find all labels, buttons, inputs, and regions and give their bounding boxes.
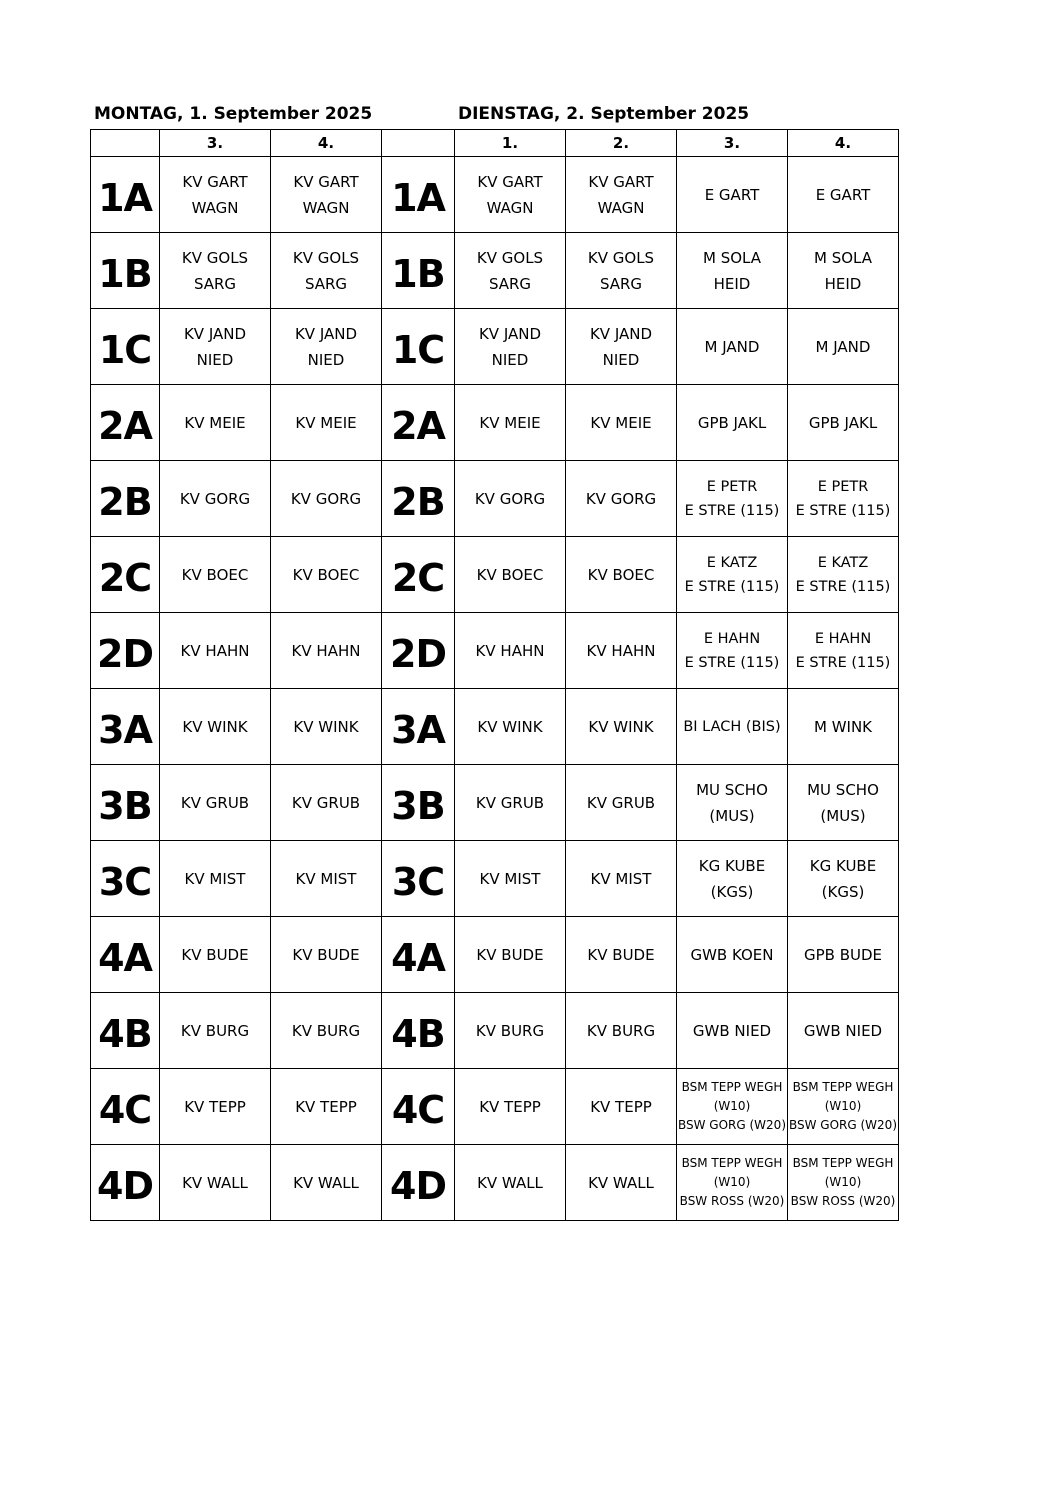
entry-line: KV TEPP bbox=[479, 1097, 541, 1116]
tuesday-entry-cell bbox=[455, 689, 566, 765]
monday-entry-cell bbox=[160, 385, 271, 461]
entry-line: KV GOLS bbox=[476, 248, 544, 267]
entry-line: WAGN bbox=[597, 198, 645, 217]
class-label: 2D bbox=[91, 613, 160, 689]
monday-entry-cell bbox=[271, 157, 382, 233]
entry-line: KV MIST bbox=[590, 869, 652, 888]
tuesday-entry-cell bbox=[677, 1145, 788, 1221]
entry-line: E STRE (115) bbox=[684, 578, 780, 595]
class-label: 1C bbox=[382, 309, 455, 385]
class-label: 3C bbox=[382, 841, 455, 917]
monday-entry-cell bbox=[271, 537, 382, 613]
tuesday-entry-cell bbox=[677, 461, 788, 537]
tuesday-entry-cell bbox=[566, 917, 677, 993]
table-row bbox=[91, 309, 899, 385]
tuesday-entry-cell bbox=[788, 841, 899, 917]
tuesday-entry-cell bbox=[788, 613, 899, 689]
tuesday-entry-cell bbox=[455, 1069, 566, 1145]
entry-line: NIED bbox=[602, 350, 640, 369]
entry-line: SARG bbox=[488, 274, 532, 293]
monday-period-header: 3. bbox=[160, 130, 271, 157]
tuesday-entry-cell bbox=[788, 461, 899, 537]
tuesday-entry-cell bbox=[455, 537, 566, 613]
entry-line: (W10) bbox=[713, 1099, 751, 1113]
tuesday-entry-cell bbox=[677, 385, 788, 461]
class-label: 2B bbox=[382, 461, 455, 537]
class-label: 3C bbox=[91, 841, 160, 917]
entry-line: E STRE (115) bbox=[795, 502, 891, 519]
entry-line: KV BURG bbox=[180, 1021, 250, 1040]
tuesday-title: DIENSTAG, 2. September 2025 bbox=[458, 104, 750, 124]
class-label: 1B bbox=[91, 233, 160, 309]
table-row bbox=[91, 689, 899, 765]
table-row bbox=[91, 233, 899, 309]
entry-line: KV BOEC bbox=[292, 565, 360, 584]
entry-line: KV MIST bbox=[295, 869, 357, 888]
tuesday-entry-cell bbox=[566, 385, 677, 461]
entry-line: KV JAND bbox=[589, 324, 653, 343]
table-row bbox=[91, 157, 899, 233]
table-row bbox=[91, 1145, 899, 1221]
monday-entry-cell bbox=[160, 309, 271, 385]
tuesday-entry-cell bbox=[566, 461, 677, 537]
tuesday-entry-cell bbox=[455, 917, 566, 993]
tuesday-entry-cell bbox=[677, 765, 788, 841]
entry-line: KV HAHN bbox=[586, 641, 656, 660]
tuesday-entry-cell bbox=[566, 157, 677, 233]
class-label: 2C bbox=[91, 537, 160, 613]
entry-line: BSM TEPP WEGH bbox=[681, 1156, 783, 1170]
monday-entry-cell bbox=[271, 689, 382, 765]
entry-line: KV BUDE bbox=[476, 945, 544, 964]
monday-entry-cell bbox=[160, 461, 271, 537]
entry-line: KV WALL bbox=[182, 1173, 248, 1192]
tuesday-entry-cell bbox=[455, 157, 566, 233]
entry-line: SARG bbox=[599, 274, 643, 293]
monday-entry-cell bbox=[271, 917, 382, 993]
tuesday-entry-cell bbox=[566, 765, 677, 841]
entry-line: BI LACH (BIS) bbox=[683, 718, 781, 735]
entry-line: KV MEIE bbox=[184, 413, 246, 432]
entry-line: KV GRUB bbox=[180, 793, 250, 812]
entry-line: KV BUDE bbox=[587, 945, 655, 964]
entry-line: KV BURG bbox=[475, 1021, 545, 1040]
table-row bbox=[91, 385, 899, 461]
entry-line: KV TEPP bbox=[590, 1097, 652, 1116]
tuesday-entry-cell bbox=[566, 993, 677, 1069]
tuesday-entry-cell bbox=[677, 537, 788, 613]
entry-line: KV BUDE bbox=[292, 945, 360, 964]
tuesday-entry-cell bbox=[566, 233, 677, 309]
class-label: 4C bbox=[382, 1069, 455, 1145]
table-row bbox=[91, 1069, 899, 1145]
tuesday-entry-cell bbox=[788, 385, 899, 461]
monday-entry-cell bbox=[271, 841, 382, 917]
tuesday-entry-cell bbox=[455, 1145, 566, 1221]
entry-line: HEID bbox=[824, 274, 862, 293]
tuesday-entry-cell bbox=[566, 689, 677, 765]
entry-line: M JAND bbox=[815, 337, 871, 356]
entry-line: KV WALL bbox=[293, 1173, 359, 1192]
entry-line: KV GOLS bbox=[292, 248, 360, 267]
tuesday-entry-cell bbox=[566, 1145, 677, 1221]
entry-line: GPB JAKL bbox=[697, 413, 767, 432]
monday-entry-cell bbox=[271, 309, 382, 385]
entry-line: KV BUDE bbox=[181, 945, 249, 964]
entry-line: BSM TEPP WEGH bbox=[681, 1080, 783, 1094]
entry-line: BSW GORG (W20) bbox=[788, 1118, 897, 1132]
class-label: 4D bbox=[91, 1145, 160, 1221]
class-label: 1A bbox=[91, 157, 160, 233]
tuesday-entry-cell bbox=[677, 233, 788, 309]
entry-line: KV GORG bbox=[179, 489, 251, 508]
entry-line: KV HAHN bbox=[475, 641, 545, 660]
tuesday-period-header: 1. bbox=[455, 130, 566, 157]
tuesday-entry-cell bbox=[677, 157, 788, 233]
entry-line: WAGN bbox=[486, 198, 534, 217]
monday-entry-cell bbox=[160, 1145, 271, 1221]
monday-period-header: 4. bbox=[271, 130, 382, 157]
entry-line: KV BURG bbox=[291, 1021, 361, 1040]
class-label: 4C bbox=[91, 1069, 160, 1145]
tuesday-entry-cell bbox=[788, 917, 899, 993]
entry-line: KV GART bbox=[477, 172, 543, 191]
entry-line: KV GORG bbox=[585, 489, 657, 508]
entry-line: KV GRUB bbox=[475, 793, 545, 812]
entry-line: KV GOLS bbox=[587, 248, 655, 267]
entry-line: M SOLA bbox=[702, 248, 761, 267]
tuesday-period-header: 2. bbox=[566, 130, 677, 157]
entry-line: KV GORG bbox=[290, 489, 362, 508]
entry-line: M JAND bbox=[704, 337, 760, 356]
entry-line: (MUS) bbox=[820, 806, 866, 825]
entry-line: BSW GORG (W20) bbox=[677, 1118, 786, 1132]
entry-line: E HAHN bbox=[814, 630, 872, 647]
entry-line: GPB JAKL bbox=[808, 413, 878, 432]
entry-line: NIED bbox=[491, 350, 529, 369]
entry-line: GPB BUDE bbox=[803, 945, 883, 964]
entry-line: WAGN bbox=[302, 198, 350, 217]
entry-line: GWB KOEN bbox=[690, 945, 774, 964]
entry-line: E STRE (115) bbox=[795, 578, 891, 595]
tuesday-entry-cell bbox=[788, 309, 899, 385]
tuesday-entry-cell bbox=[788, 689, 899, 765]
class-label: 1C bbox=[91, 309, 160, 385]
table-row bbox=[91, 461, 899, 537]
monday-entry-cell bbox=[160, 689, 271, 765]
class-label: 4B bbox=[91, 993, 160, 1069]
class-label: 3B bbox=[382, 765, 455, 841]
tuesday-entry-cell bbox=[455, 233, 566, 309]
entry-line: (KGS) bbox=[710, 882, 754, 901]
entry-line: KV MEIE bbox=[295, 413, 357, 432]
entry-line: (W10) bbox=[824, 1099, 862, 1113]
tuesday-entry-cell bbox=[677, 613, 788, 689]
monday-entry-cell bbox=[271, 1145, 382, 1221]
entry-line: BSW ROSS (W20) bbox=[679, 1194, 785, 1208]
class-label: 2B bbox=[91, 461, 160, 537]
tuesday-entry-cell bbox=[788, 537, 899, 613]
class-label: 1B bbox=[382, 233, 455, 309]
entry-line: KV WINK bbox=[182, 717, 248, 736]
table-row bbox=[91, 993, 899, 1069]
header-empty-cell bbox=[91, 130, 160, 157]
tuesday-entry-cell bbox=[566, 537, 677, 613]
monday-entry-cell bbox=[160, 157, 271, 233]
tuesday-entry-cell bbox=[677, 993, 788, 1069]
monday-entry-cell bbox=[160, 233, 271, 309]
monday-entry-cell bbox=[271, 461, 382, 537]
entry-line: KV WALL bbox=[477, 1173, 543, 1192]
entry-line: E PETR bbox=[706, 478, 758, 495]
tuesday-entry-cell bbox=[677, 309, 788, 385]
monday-entry-cell bbox=[271, 613, 382, 689]
tuesday-entry-cell bbox=[788, 993, 899, 1069]
entry-line: NIED bbox=[196, 350, 234, 369]
class-label: 3A bbox=[91, 689, 160, 765]
class-label: 3B bbox=[91, 765, 160, 841]
tuesday-entry-cell bbox=[455, 613, 566, 689]
tuesday-entry-cell bbox=[455, 765, 566, 841]
monday-entry-cell bbox=[271, 993, 382, 1069]
monday-title: MONTAG, 1. September 2025 bbox=[94, 104, 373, 124]
entry-line: (MUS) bbox=[709, 806, 755, 825]
entry-line: BSM TEPP WEGH bbox=[792, 1156, 894, 1170]
tuesday-entry-cell bbox=[788, 1069, 899, 1145]
entry-line: WAGN bbox=[191, 198, 239, 217]
tuesday-entry-cell bbox=[677, 689, 788, 765]
tuesday-entry-cell bbox=[677, 841, 788, 917]
tuesday-period-header: 4. bbox=[788, 130, 899, 157]
entry-line: KV JAND bbox=[478, 324, 542, 343]
entry-line: E GART bbox=[704, 185, 760, 204]
entry-line: GWB NIED bbox=[803, 1021, 883, 1040]
entry-line: KV MIST bbox=[184, 869, 246, 888]
entry-line: E PETR bbox=[817, 478, 869, 495]
tuesday-period-header: 3. bbox=[677, 130, 788, 157]
entry-line: SARG bbox=[193, 274, 237, 293]
entry-line: E STRE (115) bbox=[795, 654, 891, 671]
monday-entry-cell bbox=[160, 917, 271, 993]
entry-line: KV GRUB bbox=[291, 793, 361, 812]
tuesday-entry-cell bbox=[455, 841, 566, 917]
substitution-plan-table bbox=[90, 129, 899, 1221]
tuesday-entry-cell bbox=[788, 1145, 899, 1221]
entry-line: KV GART bbox=[293, 172, 359, 191]
entry-line: BSW ROSS (W20) bbox=[790, 1194, 896, 1208]
class-label: 2D bbox=[382, 613, 455, 689]
tuesday-entry-cell bbox=[455, 309, 566, 385]
entry-line: KV HAHN bbox=[291, 641, 361, 660]
entry-line: KV GORG bbox=[474, 489, 546, 508]
tuesday-entry-cell bbox=[677, 917, 788, 993]
table-row bbox=[91, 917, 899, 993]
entry-line: GWB NIED bbox=[692, 1021, 772, 1040]
entry-line: KG KUBE bbox=[698, 856, 766, 875]
entry-line: KV MIST bbox=[479, 869, 541, 888]
entry-line: KV TEPP bbox=[184, 1097, 246, 1116]
entry-line: E KATZ bbox=[817, 554, 869, 571]
entry-line: KV GRUB bbox=[586, 793, 656, 812]
entry-line: KV GOLS bbox=[181, 248, 249, 267]
tuesday-entry-cell bbox=[788, 157, 899, 233]
entry-line: MU SCHO bbox=[807, 780, 879, 799]
entry-line: KV HAHN bbox=[180, 641, 250, 660]
entry-line: KV BURG bbox=[586, 1021, 656, 1040]
entry-line: (KGS) bbox=[821, 882, 865, 901]
tuesday-entry-cell bbox=[677, 1069, 788, 1145]
class-label: 2A bbox=[382, 385, 455, 461]
entry-line: KV WINK bbox=[588, 717, 654, 736]
entry-line: (W10) bbox=[713, 1175, 751, 1189]
class-label: 4A bbox=[91, 917, 160, 993]
class-label: 4A bbox=[382, 917, 455, 993]
tuesday-entry-cell bbox=[788, 765, 899, 841]
class-label: 2A bbox=[91, 385, 160, 461]
entry-line: KV WINK bbox=[477, 717, 543, 736]
table-row bbox=[91, 765, 899, 841]
monday-entry-cell bbox=[160, 537, 271, 613]
tuesday-entry-cell bbox=[566, 613, 677, 689]
entry-line: E HAHN bbox=[703, 630, 761, 647]
entry-line: KV MEIE bbox=[479, 413, 541, 432]
monday-entry-cell bbox=[160, 993, 271, 1069]
entry-line: KV MEIE bbox=[590, 413, 652, 432]
class-label: 3A bbox=[382, 689, 455, 765]
entry-line: NIED bbox=[307, 350, 345, 369]
entry-line: HEID bbox=[713, 274, 751, 293]
entry-line: KG KUBE bbox=[809, 856, 877, 875]
header-row bbox=[91, 130, 899, 157]
tuesday-entry-cell bbox=[455, 461, 566, 537]
entry-line: E GART bbox=[815, 185, 871, 204]
monday-entry-cell bbox=[160, 765, 271, 841]
entry-line: KV BOEC bbox=[476, 565, 544, 584]
entry-line: E KATZ bbox=[706, 554, 758, 571]
monday-entry-cell bbox=[160, 1069, 271, 1145]
tuesday-entry-cell bbox=[566, 841, 677, 917]
entry-line: M SOLA bbox=[813, 248, 872, 267]
entry-line: KV JAND bbox=[294, 324, 358, 343]
entry-line: KV BOEC bbox=[181, 565, 249, 584]
entry-line: KV GART bbox=[182, 172, 248, 191]
tuesday-entry-cell bbox=[455, 385, 566, 461]
monday-entry-cell bbox=[271, 1069, 382, 1145]
entry-line: KV GART bbox=[588, 172, 654, 191]
entry-line: KV TEPP bbox=[295, 1097, 357, 1116]
entry-line: KV WINK bbox=[293, 717, 359, 736]
monday-entry-cell bbox=[160, 613, 271, 689]
monday-entry-cell bbox=[271, 385, 382, 461]
tuesday-entry-cell bbox=[455, 993, 566, 1069]
tuesday-entry-cell bbox=[788, 233, 899, 309]
class-label: 4B bbox=[382, 993, 455, 1069]
entry-line: SARG bbox=[304, 274, 348, 293]
table-row bbox=[91, 841, 899, 917]
entry-line: E STRE (115) bbox=[684, 654, 780, 671]
table-row bbox=[91, 537, 899, 613]
monday-entry-cell bbox=[271, 233, 382, 309]
monday-entry-cell bbox=[160, 841, 271, 917]
entry-line: MU SCHO bbox=[696, 780, 768, 799]
tuesday-entry-cell bbox=[566, 309, 677, 385]
entry-line: KV WALL bbox=[588, 1173, 654, 1192]
table-row bbox=[91, 613, 899, 689]
header-empty-cell bbox=[382, 130, 455, 157]
class-label: 4D bbox=[382, 1145, 455, 1221]
entry-line: BSM TEPP WEGH bbox=[792, 1080, 894, 1094]
tuesday-entry-cell bbox=[566, 1069, 677, 1145]
entry-line: KV JAND bbox=[183, 324, 247, 343]
entry-line: E STRE (115) bbox=[684, 502, 780, 519]
class-label: 1A bbox=[382, 157, 455, 233]
entry-line: M WINK bbox=[813, 717, 873, 736]
entry-line: (W10) bbox=[824, 1175, 862, 1189]
class-label: 2C bbox=[382, 537, 455, 613]
monday-entry-cell bbox=[271, 765, 382, 841]
entry-line: KV BOEC bbox=[587, 565, 655, 584]
